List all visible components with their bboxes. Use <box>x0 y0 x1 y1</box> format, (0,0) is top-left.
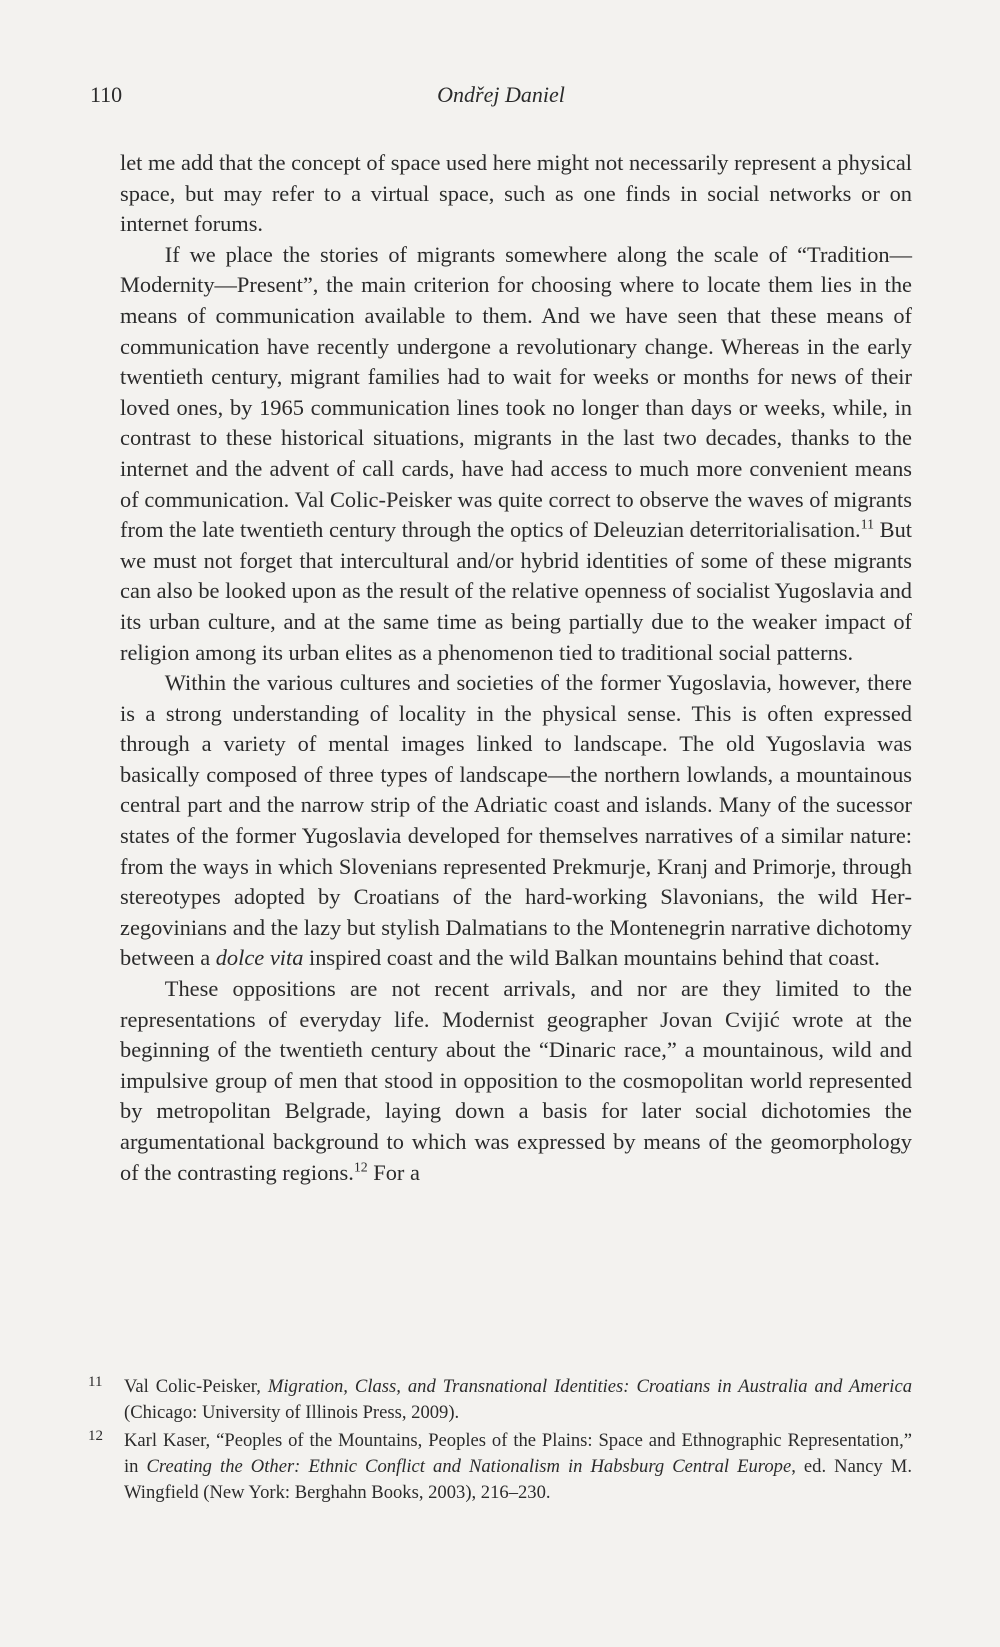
footnote-text: Val Colic-Peisker, <box>124 1376 268 1397</box>
footnote-11 <box>88 1374 912 1426</box>
running-head-author: Ondřej Daniel <box>437 82 565 107</box>
paragraph-2-text-b: But we must not forget that intercultural and/or hybrid identities of some of these migrants can also be looked upon as the result of the relative openness of socialist Yugoslavia and its urban culture, and at the same time as being partially due to the weaker impact of religion among its urban elites as a phenomenon tied to traditional social patterns. <box>120 517 912 665</box>
footnote-ref-11[interactable]: 11 <box>860 517 875 533</box>
paragraph-4 <box>120 974 912 1188</box>
footnote-12 <box>88 1428 912 1506</box>
footnote-text: (Chicago: University of Illinois Press, 2009). <box>124 1402 460 1423</box>
paragraph-1 <box>120 148 912 240</box>
paragraph-2-text-a: If we place the stories of migrants somewhere along the scale of “Tradition—Modernity—Present”, the main criterion for choosing where to locate them lies in the means of communication available to them. And we have seen that these means of communication have recently undergone a revolutionary change. Whereas in the early twentieth century, migrant families had to wait for weeks or months for news of their loved ones, by 1965 communication lines took no longer than days or weeks, while, in contrast to these historical situations, migrants in the last two decades, thanks to the internet and the advent of call cards, have had access to much more convenient means of communication. Val Colic-Peisker was quite correct to observe the waves of migrants from the late twentieth century through the optics of Deleuzian deterritorialisation. <box>120 241 912 543</box>
paragraph-3-text-b: inspired coast and the wild Balkan mountains behind that coast. <box>303 945 880 971</box>
paragraph-3-italic: dolce vita <box>215 945 304 971</box>
paragraph-4-text-b: For a <box>367 1159 420 1185</box>
paragraph-3-text-a: Within the various cultures and societies of the former Yugoslavia, however, there is a strong understanding of locality in the physical sense. This is often expressed through a variety of mental images linked to landscape. The old Yugoslavia was basically composed of three types of landscape—the northern lowlands, a mountainous central part and the narrow strip of the Adriatic coast and islands. Many of the sucessor states of the former Yugoslavia developed for themselves narratives of a similar nature: from the ways in which Slovenians represented Prekmurje, Kranj and Primorje, through stereotypes adopted by Croatians of the hard-working Slavonians, the wild Herzegovinians and the lazy but stylish Dalmatians to the Montenegrin narrative dichotomy between a <box>120 670 912 971</box>
footnote-text: Karl Kaser, “Peoples of the Mountains, Peoples of the Plains: Space and Ethnographic Representation,” in <box>124 1430 912 1477</box>
paragraph-4-text-a: These oppositions are not recent arrivals, and nor are they limited to the representations of everyday life. Modernist geographer Jovan Cvijić wrote at the beginning of the twentieth century about the “Dinaric race,” a mountainous, wild and impulsive group of men that stood in opposition to the cosmopolitan world represented by metropolitan Belgrade, laying down a basis for later social dichotomies the argumentational background to which was expressed by means of the geomorphology of the contrasting regions. <box>120 976 912 1185</box>
footnote-number: 11 <box>88 1374 103 1390</box>
footnote-number: 12 <box>88 1428 103 1444</box>
footnote-text: , ed. Nancy M. Wingfield (New York: Berghahn Books, 2003), 216–230. <box>124 1456 912 1503</box>
footnote-title: Creating the Other: Ethnic Conflict and Nationalism in Habsburg Central Europe <box>146 1456 792 1477</box>
main-text <box>120 148 912 1188</box>
paragraph-2 <box>120 240 912 668</box>
page-number: 110 <box>90 82 123 107</box>
footnote-ref-12[interactable]: 12 <box>353 1160 368 1176</box>
footnote-title: Migration, Class, and Transnational Identities: Croatians in Australia and America <box>267 1376 912 1397</box>
footnotes <box>88 1374 912 1508</box>
running-head <box>90 82 912 112</box>
paragraph-1-text: let me add that the concept of space used here might not necessarily represent a physical space, but may refer to a virtual space, such as one finds in social networks or on internet forums. <box>120 150 912 237</box>
paragraph-3 <box>120 668 912 974</box>
